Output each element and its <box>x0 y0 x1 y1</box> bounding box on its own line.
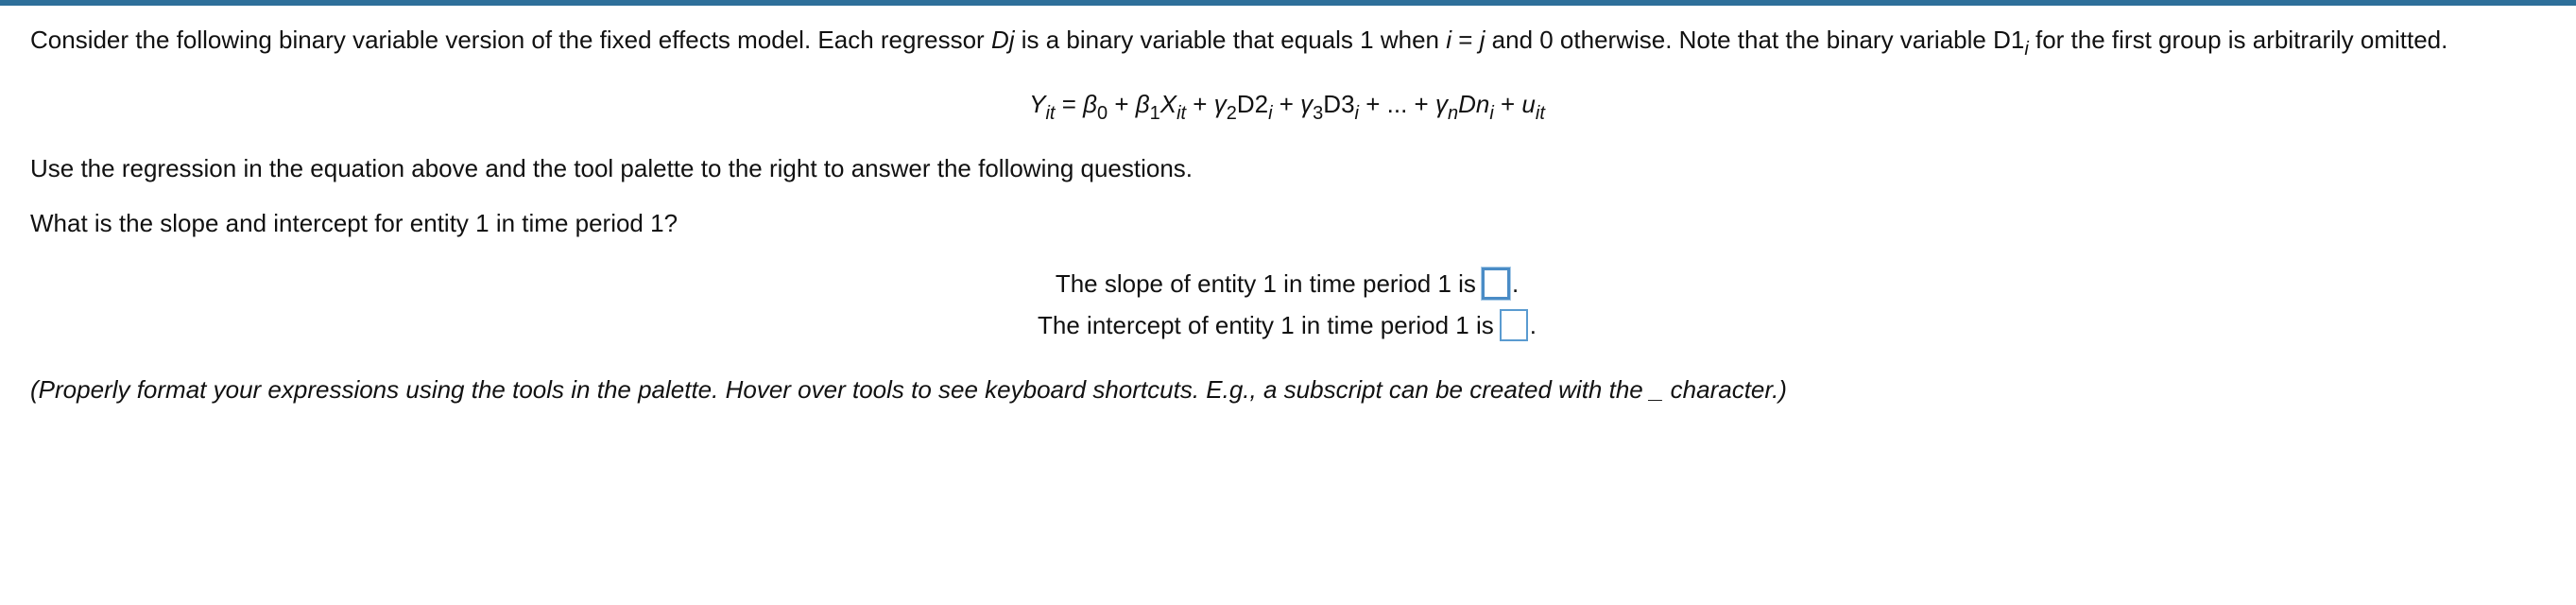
intro-part2: is a binary variable that equals 1 when <box>1014 26 1447 54</box>
intro-eq: = <box>1451 26 1480 54</box>
intro-sub-i: i <box>2024 39 2029 60</box>
formula-plus: + <box>1272 90 1301 118</box>
top-accent-bar <box>0 0 2576 6</box>
formula-d3: D3 <box>1323 90 1355 118</box>
intro-part1: Consider the following binary variable version of the fixed effects model. Each regressor <box>30 26 991 54</box>
formula-plus: + <box>1493 90 1522 118</box>
formula-sub-i: i <box>1354 103 1359 124</box>
formula-eq: = <box>1055 90 1084 118</box>
intercept-period: . <box>1529 311 1537 339</box>
formula-sub-i: i <box>1489 103 1494 124</box>
formula-gamman: γ <box>1434 90 1448 118</box>
regression-formula <box>30 85 2544 123</box>
intro-j: j <box>1479 26 1485 54</box>
formula-dn: Dn <box>1458 90 1490 118</box>
formula-gamma3: γ <box>1300 90 1314 118</box>
intro-i: i <box>1446 26 1451 54</box>
formula-beta0: β <box>1083 90 1097 118</box>
formula-x: X <box>1159 90 1177 118</box>
formula-plus: + <box>1108 90 1136 118</box>
intercept-answer-line <box>30 304 2544 346</box>
formula-sub-it: it <box>1045 103 1056 124</box>
formatting-note: (Properly format your expressions using the tools in the palette. Hover over tools to see keyboard shortcuts. E.g., a subscript can be created with the _ character.) <box>30 375 1787 404</box>
formula-d2: D2 <box>1236 90 1269 118</box>
slope-period: . <box>1511 269 1520 298</box>
intro-text <box>30 21 2544 59</box>
formula-sub-i: i <box>1268 103 1273 124</box>
intro-dj: Dj <box>990 26 1015 54</box>
intercept-input[interactable] <box>1500 309 1528 341</box>
question-content <box>30 21 2544 408</box>
formula-sub-n: n <box>1447 103 1459 124</box>
formula-y: Y <box>1029 90 1046 118</box>
slope-answer-line <box>30 263 2544 304</box>
formula-beta1: β <box>1135 90 1150 118</box>
formula-sub-2: 2 <box>1226 103 1237 124</box>
intercept-label: The intercept of entity 1 in time period 1 is <box>1038 311 1494 339</box>
formula-sub-0: 0 <box>1096 103 1108 124</box>
instruction-text: Use the regression in the equation above and the tool palette to the right to answer the following questions. <box>30 154 1194 182</box>
formula-gamma2: γ <box>1213 90 1227 118</box>
formula-sub-1: 1 <box>1149 103 1160 124</box>
formula-plus: + <box>1186 90 1214 118</box>
formula-u: u <box>1521 90 1536 118</box>
question-text: What is the slope and intercept for entity 1 in time period 1? <box>30 209 678 237</box>
formula-sub-it: it <box>1176 103 1187 124</box>
intro-part3: and 0 otherwise. Note that the binary variable D1 <box>1485 26 2025 54</box>
formula-ellipsis: + ... + <box>1359 90 1435 118</box>
intro-part4: for the first group is arbitrarily omitted. <box>2028 26 2448 54</box>
slope-label: The slope of entity 1 in time period 1 is <box>1055 269 1476 298</box>
formula-sub-it: it <box>1535 103 1545 124</box>
slope-input[interactable] <box>1482 268 1510 300</box>
answer-section <box>30 263 2544 346</box>
formula-sub-3: 3 <box>1313 103 1324 124</box>
